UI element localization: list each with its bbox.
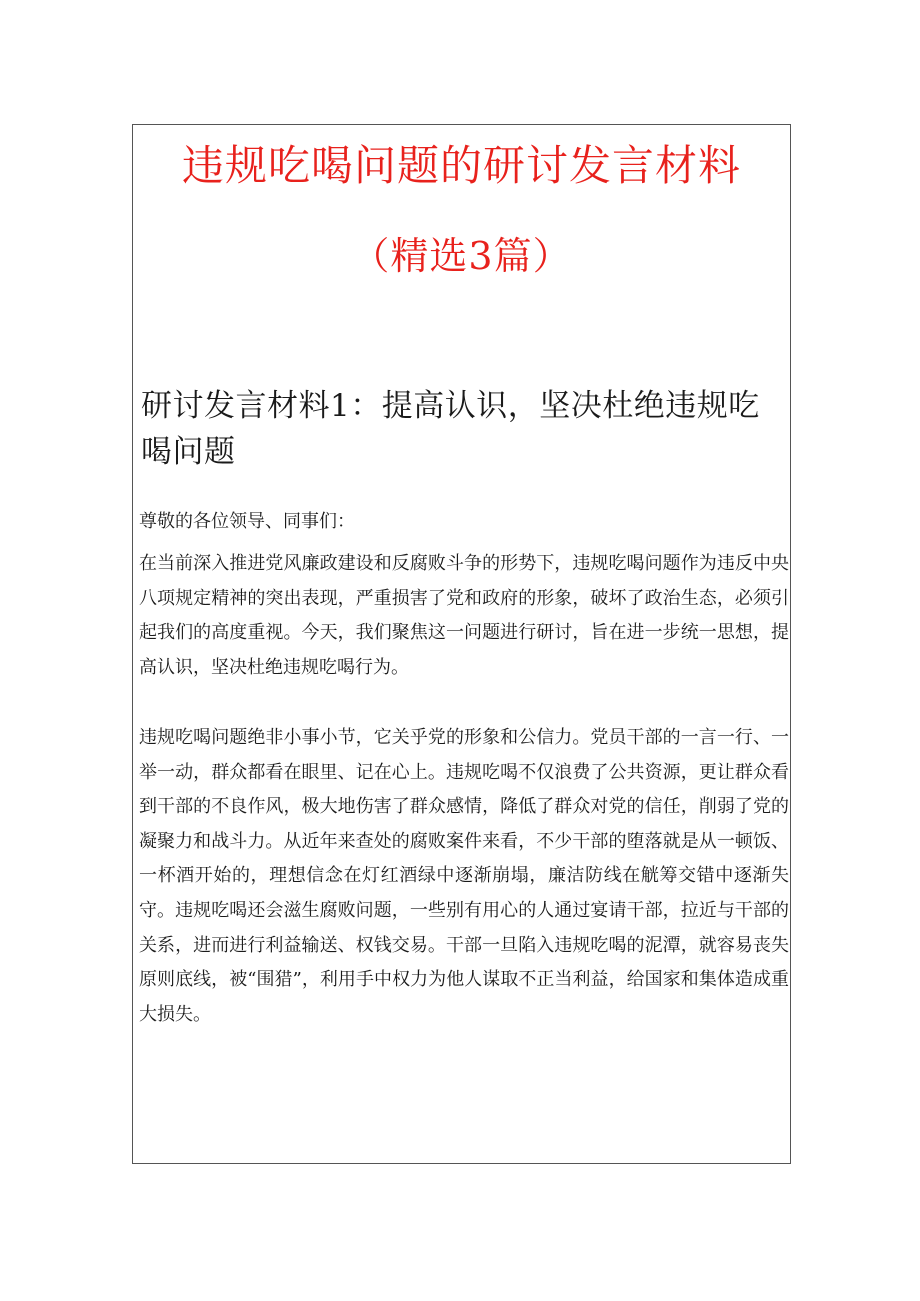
document-subtitle: （精选3篇） [351, 234, 572, 278]
document-frame [132, 124, 791, 1164]
section-heading: 研讨发言材料1：提高认识，坚决杜绝违规吃喝问题 [141, 388, 760, 470]
paragraph-2: 违规吃喝问题绝非小事小节，它关乎党的形象和公信力。党员干部的一言一行、一举一动，群众都看在眼里、记在心上。违规吃喝不仅浪费了公共资源，更让群众看到干部的不良作风，极大地伤害了群众感情，降低了群众对党的信任，削弱了党的凝聚力和战斗力。从近年来查处的腐败案件来看，不少干部的堕落就是从一顿饭、一杯酒开始的，理想信念在灯红酒绿中逐渐崩塌，廉洁防线在觥筹交错中逐渐失守。违规吃喝还会滋生腐败问题，一些别有用心的人通过宴请干部，拉近与干部的关系，进而进行利益输送、权钱交易。干部一旦陷入违规吃喝的泥潭，就容易丧失原则底线，被“围猎”，利用手中权力为他人谋取不正当利益，给国家和集体造成重大损失。 [139, 727, 789, 1025]
greeting-line: 尊敬的各位领导、同事们： [139, 511, 355, 532]
paragraph-1: 在当前深入推进党风廉政建设和反腐败斗争的形势下，违规吃喝问题作为违反中央八项规定精神的突出表现，严重损害了党和政府的形象，破坏了政治生态，必须引起我们的高度重视。今天，我们聚焦这一问题进行研讨，旨在进一步统一思想，提高认识，坚决杜绝违规吃喝行为。 [139, 553, 789, 678]
document-title: 违规吃喝问题的研讨发言材料 [181, 141, 741, 190]
